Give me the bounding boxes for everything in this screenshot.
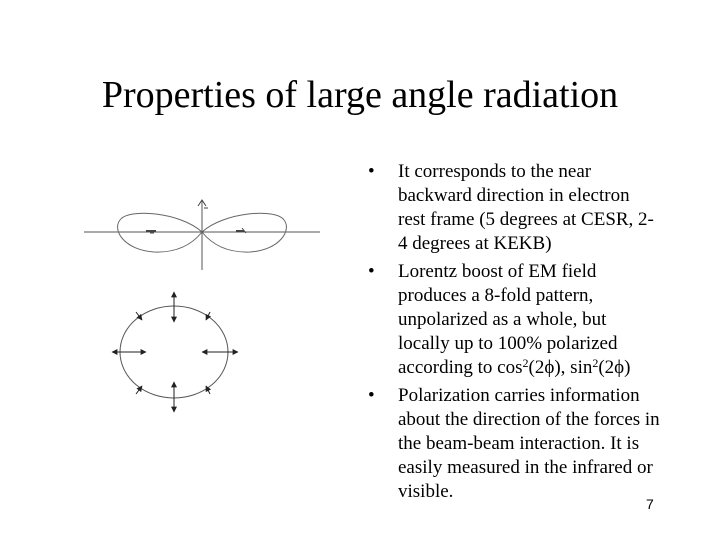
dipole-lobe-diagram <box>84 190 324 280</box>
bullet-text-part: (2ϕ) <box>598 357 631 378</box>
bullet-text-part: (2ϕ), sin <box>528 357 593 378</box>
polarization-pattern-diagram <box>106 290 246 420</box>
bullet-item <box>360 160 660 256</box>
bullet-dot: • <box>368 161 375 182</box>
bullet-text: Polarization carries information about the direction of the forces in the beam-beam interaction. It is easily measured in the infrared or visible. <box>398 385 660 502</box>
bullet-list <box>360 160 660 508</box>
page-number: 7 <box>646 496 654 512</box>
bullet-text <box>398 261 631 378</box>
superscript: 2 <box>592 356 599 370</box>
slide-title: Properties of large angle radiation <box>101 74 619 116</box>
bullet-text: It corresponds to the near backward direction in electron rest frame (5 degrees at CESR, 2-4 degrees at KEKB) <box>398 161 654 254</box>
bullet-dot: • <box>368 385 375 406</box>
bullet-dot: • <box>368 261 375 282</box>
bullet-item <box>360 260 660 380</box>
bullet-text-part: Lorentz boost of EM field produces a 8-fold pattern, unpolarized as a whole, but locally up to 100% polarized according to cos <box>398 261 618 378</box>
superscript: 2 <box>522 356 529 370</box>
bullet-item <box>360 384 660 504</box>
